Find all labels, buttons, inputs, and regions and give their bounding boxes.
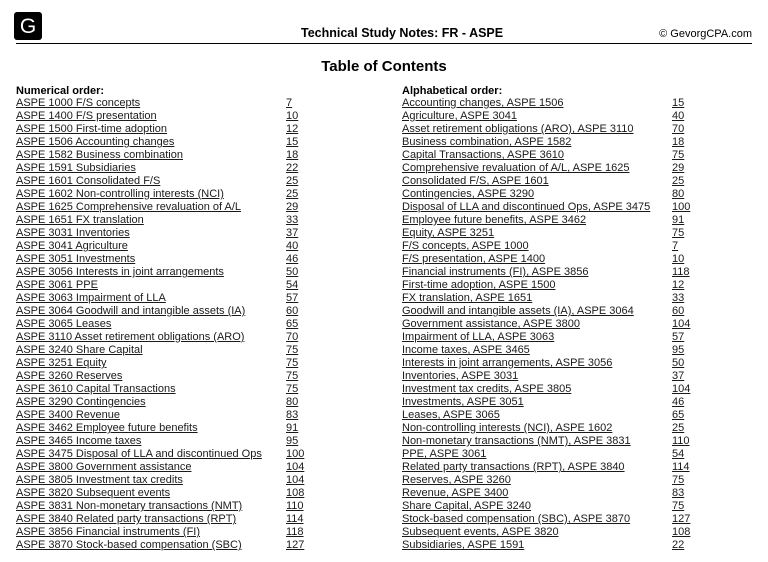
toc-page-number-link[interactable]: 25 bbox=[286, 175, 299, 187]
toc-entry-link[interactable]: ASPE 3800 Government assistance bbox=[16, 461, 192, 473]
toc-entry-link[interactable]: Income taxes, ASPE 3465 bbox=[402, 344, 530, 356]
toc-entry[interactable] bbox=[402, 409, 685, 422]
toc-page-number-link[interactable]: 18 bbox=[672, 136, 685, 148]
toc-entry-link[interactable]: Employee future benefits, ASPE 3462 bbox=[402, 214, 587, 226]
toc-entry[interactable] bbox=[402, 266, 690, 279]
toc-entry-link[interactable]: ASPE 1000 F/S concepts bbox=[16, 97, 141, 109]
toc-entry[interactable] bbox=[402, 526, 691, 539]
toc-page-number-link[interactable]: 83 bbox=[286, 409, 299, 421]
toc-entry[interactable] bbox=[402, 305, 685, 318]
toc-entry[interactable] bbox=[16, 253, 299, 266]
toc-entry-link[interactable]: Non-monetary transactions (NMT), ASPE 3831 bbox=[402, 435, 631, 447]
toc-page-number-link[interactable]: 83 bbox=[672, 487, 685, 499]
toc-entry-link[interactable]: ASPE 3051 Investments bbox=[16, 253, 136, 265]
toc-entry-link[interactable]: Subsequent events, ASPE 3820 bbox=[402, 526, 559, 538]
toc-entry-link[interactable]: Government assistance, ASPE 3800 bbox=[402, 318, 580, 330]
toc-page-number-link[interactable]: 22 bbox=[672, 539, 685, 551]
toc-entry[interactable] bbox=[402, 539, 685, 552]
toc-page-number-link[interactable]: 10 bbox=[672, 253, 685, 265]
numerical-order-heading: Numerical order: bbox=[16, 85, 105, 97]
toc-entry-link[interactable]: Comprehensive revaluation of A/L, ASPE 1625 bbox=[402, 162, 630, 174]
toc-page-number-link[interactable]: 104 bbox=[672, 383, 691, 395]
toc-page-number-link[interactable]: 75 bbox=[286, 357, 299, 369]
toc-entry-link[interactable]: ASPE 1591 Subsidiaries bbox=[16, 162, 136, 174]
toc-entry[interactable] bbox=[16, 409, 299, 422]
toc-page-number-link[interactable]: 108 bbox=[672, 526, 691, 538]
toc-entry[interactable] bbox=[16, 474, 305, 487]
toc-entry-link[interactable]: Asset retirement obligations (ARO), ASPE 3110 bbox=[402, 123, 634, 135]
toc-entry[interactable] bbox=[16, 422, 299, 435]
document-header-title: Technical Study Notes: FR - ASPE bbox=[301, 26, 504, 40]
toc-page-number-link[interactable]: 18 bbox=[286, 149, 299, 161]
toc-entry[interactable] bbox=[402, 97, 685, 110]
toc-entry[interactable] bbox=[402, 383, 691, 396]
toc-entry-link[interactable]: ASPE 1625 Comprehensive revaluation of A/L bbox=[16, 201, 242, 213]
toc-entry[interactable] bbox=[402, 162, 685, 175]
toc-page-number-link[interactable]: 65 bbox=[672, 409, 685, 421]
toc-page-number-link[interactable]: 80 bbox=[672, 188, 685, 200]
toc-page-number-link[interactable]: 40 bbox=[672, 110, 685, 122]
toc-entry-link[interactable]: Capital Transactions, ASPE 3610 bbox=[402, 149, 565, 161]
toc-entry-link[interactable]: ASPE 3856 Financial instruments (FI) bbox=[16, 526, 201, 538]
toc-page-number-link[interactable]: 40 bbox=[286, 240, 299, 252]
toc-entry[interactable] bbox=[16, 110, 299, 123]
toc-entry[interactable] bbox=[402, 201, 691, 214]
toc-page-number-link[interactable]: 10 bbox=[286, 110, 299, 122]
toc-entry-link[interactable]: ASPE 1601 Consolidated F/S bbox=[16, 175, 161, 187]
alphabetical-order-list bbox=[402, 97, 691, 552]
toc-page-number-link[interactable]: 7 bbox=[672, 240, 679, 252]
toc-entry[interactable] bbox=[16, 344, 299, 357]
toc-entry-link[interactable]: Goodwill and intangible assets (IA), ASPE 3064 bbox=[402, 305, 634, 317]
toc-entry-link[interactable]: Leases, ASPE 3065 bbox=[402, 409, 500, 421]
toc-page-number-link[interactable]: 80 bbox=[286, 396, 299, 408]
toc-entry[interactable] bbox=[402, 513, 691, 526]
numerical-order-list bbox=[16, 97, 305, 552]
toc-entry-link[interactable]: ASPE 3465 Income taxes bbox=[16, 435, 142, 447]
toc-page-number-link[interactable]: 7 bbox=[286, 97, 293, 109]
toc-entry-link[interactable]: ASPE 3831 Non-monetary transactions (NMT) bbox=[16, 500, 243, 512]
toc-page-number-link[interactable]: 29 bbox=[286, 201, 299, 213]
toc-page-number-link[interactable]: 15 bbox=[286, 136, 299, 148]
toc-entry[interactable] bbox=[16, 123, 299, 136]
toc-entry-link[interactable]: ASPE 3031 Inventories bbox=[16, 227, 130, 239]
toc-page-number-link[interactable]: 50 bbox=[286, 266, 299, 278]
toc-entry[interactable] bbox=[402, 175, 685, 188]
toc-entry-link[interactable]: ASPE 3400 Revenue bbox=[16, 409, 120, 421]
toc-page-number-link[interactable]: 15 bbox=[672, 97, 685, 109]
toc-entry[interactable] bbox=[402, 474, 685, 487]
toc-page-number-link[interactable]: 54 bbox=[672, 448, 685, 460]
toc-entry[interactable] bbox=[402, 279, 685, 292]
toc-entry-link[interactable]: First-time adoption, ASPE 1500 bbox=[402, 279, 556, 291]
toc-entry-link[interactable]: Financial instruments (FI), ASPE 3856 bbox=[402, 266, 589, 278]
toc-entry[interactable] bbox=[402, 357, 685, 370]
toc-entry-link[interactable]: ASPE 1651 FX translation bbox=[16, 214, 144, 226]
toc-entry-link[interactable]: Non-controlling interests (NCI), ASPE 1602 bbox=[402, 422, 613, 434]
toc-entry-link[interactable]: Accounting changes, ASPE 1506 bbox=[402, 97, 564, 109]
toc-entry[interactable] bbox=[16, 149, 299, 162]
toc-entry[interactable] bbox=[402, 344, 685, 357]
toc-page-number-link[interactable]: 60 bbox=[672, 305, 685, 317]
toc-page-number-link[interactable]: 75 bbox=[672, 149, 685, 161]
toc-entry-link[interactable]: ASPE 3840 Related party transactions (RPT) bbox=[16, 513, 237, 525]
toc-entry-link[interactable]: ASPE 3056 Interests in joint arrangements bbox=[16, 266, 224, 278]
toc-page-number-link[interactable]: 57 bbox=[672, 331, 685, 343]
toc-page-number-link[interactable]: 25 bbox=[286, 188, 299, 200]
toc-page-number-link[interactable]: 33 bbox=[672, 292, 685, 304]
toc-entry[interactable] bbox=[16, 279, 299, 292]
alphabetical-order-heading: Alphabetical order: bbox=[402, 85, 503, 97]
toc-page-number-link[interactable]: 95 bbox=[672, 344, 685, 356]
toc-entry[interactable] bbox=[16, 539, 305, 552]
toc-entry[interactable] bbox=[402, 331, 685, 344]
toc-page-number-link[interactable]: 118 bbox=[672, 266, 690, 278]
toc-page-number-link[interactable]: 65 bbox=[286, 318, 299, 330]
header-divider bbox=[16, 43, 752, 44]
toc-entry-link[interactable]: ASPE 3290 Contingencies bbox=[16, 396, 146, 408]
toc-entry-link[interactable]: ASPE 1582 Business combination bbox=[16, 149, 183, 161]
toc-page-number-link[interactable]: 37 bbox=[286, 227, 299, 239]
toc-page-number-link[interactable]: 70 bbox=[286, 331, 299, 343]
toc-page-number-link[interactable]: 91 bbox=[672, 214, 685, 226]
toc-entry-link[interactable]: F/S concepts, ASPE 1000 bbox=[402, 240, 529, 252]
toc-entry[interactable] bbox=[16, 513, 304, 526]
toc-entry[interactable] bbox=[402, 123, 685, 136]
toc-entry-link[interactable]: Disposal of LLA and discontinued Ops, ASPE 3475 bbox=[402, 201, 651, 213]
toc-entry-link[interactable]: Inventories, ASPE 3031 bbox=[402, 370, 519, 382]
toc-entry[interactable] bbox=[16, 526, 304, 539]
toc-entry-link[interactable]: ASPE 3462 Employee future benefits bbox=[16, 422, 198, 434]
toc-entry[interactable] bbox=[16, 136, 299, 149]
toc-page-number-link[interactable]: 75 bbox=[286, 370, 299, 382]
toc-entry-link[interactable]: ASPE 1602 Non-controlling interests (NCI) bbox=[16, 188, 224, 200]
toc-entry[interactable] bbox=[16, 500, 304, 513]
toc-entry-link[interactable]: Subsidiaries, ASPE 1591 bbox=[402, 539, 525, 551]
toc-page-number-link[interactable]: 127 bbox=[286, 539, 305, 551]
logo-letter: G bbox=[19, 14, 37, 38]
toc-page-number-link[interactable]: 46 bbox=[286, 253, 299, 265]
toc-page-number-link[interactable]: 12 bbox=[672, 279, 685, 291]
toc-entry[interactable] bbox=[16, 292, 299, 305]
toc-entry[interactable] bbox=[402, 396, 685, 409]
toc-entry-link[interactable]: Share Capital, ASPE 3240 bbox=[402, 500, 532, 512]
toc-entry[interactable] bbox=[402, 292, 685, 305]
toc-entry-link[interactable]: Impairment of LLA, ASPE 3063 bbox=[402, 331, 555, 343]
copyright-notice: © GevorgCPA.com bbox=[659, 28, 752, 40]
toc-entry[interactable] bbox=[402, 188, 685, 201]
toc-entry[interactable] bbox=[16, 214, 299, 227]
toc-entry-link[interactable]: Interests in joint arrangements, ASPE 3056 bbox=[402, 357, 613, 369]
toc-entry-link[interactable]: ASPE 3061 PPE bbox=[16, 279, 98, 291]
toc-entry-link[interactable]: ASPE 3063 Impairment of LLA bbox=[16, 292, 166, 304]
toc-entry[interactable] bbox=[402, 214, 685, 227]
toc-page-number-link[interactable]: 108 bbox=[286, 487, 305, 499]
toc-page-number-link[interactable]: 91 bbox=[286, 422, 299, 434]
toc-entry-link[interactable]: ASPE 3064 Goodwill and intangible assets (IA) bbox=[16, 305, 246, 317]
toc-entry[interactable] bbox=[16, 188, 299, 201]
toc-entry[interactable] bbox=[402, 253, 685, 266]
toc-entry[interactable] bbox=[16, 357, 299, 370]
toc-entry[interactable] bbox=[16, 227, 299, 240]
toc-entry-link[interactable]: ASPE 3820 Subsequent events bbox=[16, 487, 171, 499]
toc-page-number-link[interactable]: 25 bbox=[672, 422, 685, 434]
toc-entry[interactable] bbox=[16, 487, 305, 500]
toc-entry[interactable] bbox=[16, 266, 299, 279]
toc-entry[interactable] bbox=[16, 461, 305, 474]
toc-entry-link[interactable]: ASPE 3610 Capital Transactions bbox=[16, 383, 176, 395]
toc-entry[interactable] bbox=[16, 331, 299, 344]
toc-page-number-link[interactable]: 37 bbox=[672, 370, 685, 382]
toc-entry-link[interactable]: FX translation, ASPE 1651 bbox=[402, 292, 533, 304]
toc-page-number-link[interactable]: 110 bbox=[286, 500, 304, 512]
toc-entry-link[interactable]: ASPE 3065 Leases bbox=[16, 318, 112, 330]
toc-entry-link[interactable]: ASPE 3260 Reserves bbox=[16, 370, 123, 382]
toc-entry[interactable] bbox=[402, 149, 685, 162]
toc-entry-link[interactable]: Investment tax credits, ASPE 3805 bbox=[402, 383, 572, 395]
toc-entry[interactable] bbox=[402, 435, 690, 448]
toc-entry-link[interactable]: ASPE 1500 First-time adoption bbox=[16, 123, 168, 135]
toc-entry[interactable] bbox=[402, 500, 685, 513]
toc-entry[interactable] bbox=[16, 162, 299, 175]
toc-page-number-link[interactable]: 75 bbox=[286, 344, 299, 356]
toc-entry[interactable] bbox=[16, 448, 305, 461]
toc-entry[interactable] bbox=[16, 396, 299, 409]
toc-entry[interactable] bbox=[16, 383, 299, 396]
toc-entry-link[interactable]: ASPE 3041 Agriculture bbox=[16, 240, 128, 252]
toc-entry[interactable] bbox=[16, 175, 299, 188]
toc-entry-link[interactable]: ASPE 1400 F/S presentation bbox=[16, 110, 157, 122]
toc-page-number-link[interactable]: 60 bbox=[286, 305, 299, 317]
toc-entry-link[interactable]: Reserves, ASPE 3260 bbox=[402, 474, 511, 486]
toc-page-number-link[interactable]: 100 bbox=[286, 448, 305, 460]
toc-entry-link[interactable]: Related party transactions (RPT), ASPE 3840 bbox=[402, 461, 625, 473]
toc-page-number-link[interactable]: 25 bbox=[672, 175, 685, 187]
toc-page-number-link[interactable]: 110 bbox=[672, 435, 690, 447]
alphabetical-order-column bbox=[402, 85, 691, 552]
toc-page-number-link[interactable]: 33 bbox=[286, 214, 299, 226]
toc-entry-link[interactable]: Equity, ASPE 3251 bbox=[402, 227, 495, 239]
toc-page-number-link[interactable]: 75 bbox=[672, 474, 685, 486]
toc-entry-link[interactable]: ASPE 3110 Asset retirement obligations (ARO) bbox=[16, 331, 245, 343]
toc-entry[interactable] bbox=[16, 305, 299, 318]
toc-entry[interactable] bbox=[402, 110, 685, 123]
toc-page-number-link[interactable]: 22 bbox=[286, 162, 299, 174]
toc-page-number-link[interactable]: 75 bbox=[672, 500, 685, 512]
toc-page-number-link[interactable]: 57 bbox=[286, 292, 299, 304]
toc-page-number-link[interactable]: 70 bbox=[672, 123, 685, 135]
toc-entry-link[interactable]: ASPE 3240 Share Capital bbox=[16, 344, 143, 356]
toc-page-number-link[interactable]: 104 bbox=[286, 474, 305, 486]
toc-page-number-link[interactable]: 75 bbox=[672, 227, 685, 239]
toc-entry[interactable] bbox=[16, 370, 299, 383]
toc-entry-link[interactable]: Consolidated F/S, ASPE 1601 bbox=[402, 175, 549, 187]
toc-entry-link[interactable]: ASPE 3870 Stock-based compensation (SBC) bbox=[16, 539, 242, 551]
toc-page-number-link[interactable]: 12 bbox=[286, 123, 299, 135]
toc-entry[interactable] bbox=[402, 448, 685, 461]
toc-page-number-link[interactable]: 46 bbox=[672, 396, 685, 408]
toc-page-number-link[interactable]: 29 bbox=[672, 162, 685, 174]
toc-entry[interactable] bbox=[402, 240, 679, 253]
toc-entry-link[interactable]: ASPE 3475 Disposal of LLA and discontinued Ops bbox=[16, 448, 262, 460]
toc-entry[interactable] bbox=[16, 318, 299, 331]
toc-entry[interactable] bbox=[402, 461, 690, 474]
toc-page-number-link[interactable]: 118 bbox=[286, 526, 304, 538]
toc-page-number-link[interactable]: 75 bbox=[286, 383, 299, 395]
toc-entry-link[interactable]: Contingencies, ASPE 3290 bbox=[402, 188, 535, 200]
toc-entry-link[interactable]: Business combination, ASPE 1582 bbox=[402, 136, 572, 148]
toc-entry-link[interactable]: PPE, ASPE 3061 bbox=[402, 448, 487, 460]
toc-entry[interactable] bbox=[16, 97, 293, 110]
toc-entry[interactable] bbox=[16, 435, 299, 448]
toc-page-number-link[interactable]: 54 bbox=[286, 279, 299, 291]
toc-entry[interactable] bbox=[402, 370, 685, 383]
toc-page-number-link[interactable]: 104 bbox=[286, 461, 305, 473]
toc-page-number-link[interactable]: 114 bbox=[286, 513, 304, 525]
toc-page-number-link[interactable]: 100 bbox=[672, 201, 691, 213]
toc-entry[interactable] bbox=[402, 318, 691, 331]
toc-page-number-link[interactable]: 95 bbox=[286, 435, 299, 447]
toc-entry-link[interactable]: ASPE 3251 Equity bbox=[16, 357, 107, 369]
toc-page-number-link[interactable]: 104 bbox=[672, 318, 691, 330]
toc-entry-link[interactable]: Stock-based compensation (SBC), ASPE 3870 bbox=[402, 513, 631, 525]
toc-page-number-link[interactable]: 50 bbox=[672, 357, 685, 369]
toc-page-number-link[interactable]: 114 bbox=[672, 461, 690, 473]
toc-entry-link[interactable]: Revenue, ASPE 3400 bbox=[402, 487, 509, 499]
gevorg-logo bbox=[14, 12, 42, 40]
toc-entry[interactable] bbox=[16, 201, 299, 214]
table-of-contents-title: Table of Contents bbox=[321, 58, 447, 75]
toc-entry[interactable] bbox=[402, 136, 685, 149]
toc-entry[interactable] bbox=[402, 422, 685, 435]
toc-page-number-link[interactable]: 127 bbox=[672, 513, 691, 525]
toc-entry-link[interactable]: ASPE 1506 Accounting changes bbox=[16, 136, 175, 148]
toc-entry[interactable] bbox=[16, 240, 299, 253]
toc-entry-link[interactable]: ASPE 3805 Investment tax credits bbox=[16, 474, 183, 486]
toc-entry[interactable] bbox=[402, 487, 685, 500]
numerical-order-column bbox=[16, 85, 305, 552]
toc-entry-link[interactable]: Agriculture, ASPE 3041 bbox=[402, 110, 517, 122]
toc-entry-link[interactable]: Investments, ASPE 3051 bbox=[402, 396, 524, 408]
toc-entry[interactable] bbox=[402, 227, 685, 240]
toc-entry-link[interactable]: F/S presentation, ASPE 1400 bbox=[402, 253, 546, 265]
